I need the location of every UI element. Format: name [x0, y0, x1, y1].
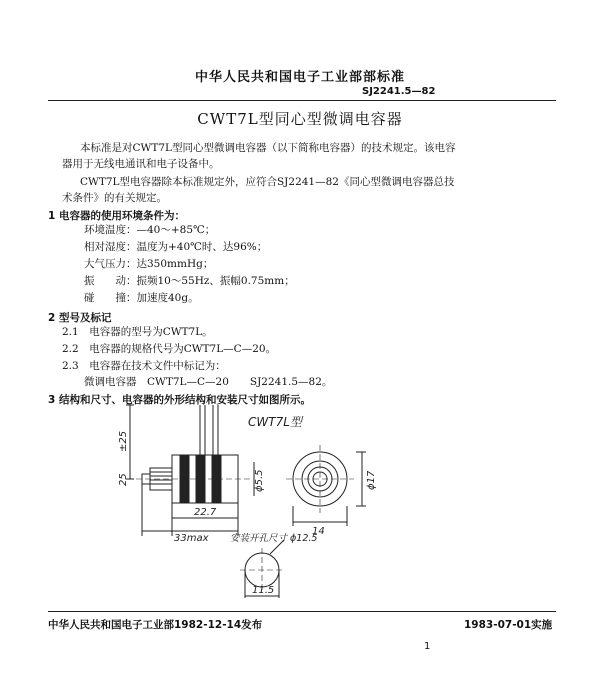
issued-date: 中华人民共和国电子工业部1982-12-14发布 — [48, 619, 263, 631]
standard-number: SJ2241.5—82 — [362, 86, 436, 97]
mount-label: 安装开孔尺寸 ϕ12.5 — [230, 533, 318, 544]
capacitor-drawing — [0, 400, 600, 600]
env-temperature: 环境温度：—40～+85℃； — [84, 224, 216, 236]
document-title: CWT7L型同心型微调电容器 — [197, 110, 403, 128]
mount-width: 11.5 — [252, 585, 275, 596]
dim-lead-tol: ±25 — [118, 430, 129, 452]
section-2-heading: 2 型号及标记 — [48, 312, 112, 324]
clause-2-2: 2.2 电容器的规格代号为CWT7L—C—20。 — [62, 343, 277, 355]
intro-line-3: CWT7L型电容器除本标准规定外，应符合SJ2241—82《同心型微调电容器总技 — [80, 176, 455, 188]
dim-total: 33max — [174, 533, 209, 544]
issuing-authority: 中华人民共和国电子工业部部标准 — [194, 70, 405, 85]
intro-line-2: 器用于无线电通讯和电子设备中。 — [62, 158, 220, 170]
intro-line-4: 术条件》的有关规定。 — [62, 192, 167, 204]
effective-date: 1983-07-01实施 — [464, 619, 553, 631]
marking-example: 微调电容器 CWT7L—C—20 SJ2241.5—82。 — [84, 376, 333, 388]
dim-shaft: ϕ5.5 — [254, 469, 265, 492]
page-number: 1 — [424, 641, 431, 652]
section-1-heading: 1 电容器的使用环境条件为： — [48, 210, 185, 222]
clause-2-1: 2.1 电容器的型号为CWT7L。 — [62, 326, 213, 338]
intro-line-1: 本标准是对CWT7L型同心型微调电容器（以下简称电容器）的技术规定。该电容 — [80, 142, 456, 154]
header-rule — [48, 100, 556, 101]
env-shock: 碰 撞：加速度40g。 — [84, 292, 199, 304]
env-humidity: 相对湿度：温度为+40℃时、达96%； — [84, 241, 268, 253]
model-label: CWT7L型 — [248, 415, 302, 429]
clause-2-3: 2.3 电容器在技术文件中标记为： — [62, 360, 226, 372]
section-3-heading: 3 结构和尺寸、电容器的外形结构和安装尺寸如图所示。 — [48, 394, 311, 406]
dim-lead: 25 — [118, 473, 129, 486]
dim-body: 22.7 — [194, 507, 217, 518]
env-pressure: 大气压力：达350mmHg； — [84, 258, 214, 270]
dim-dia: ϕ17 — [366, 470, 377, 490]
env-vibration: 振 动：振频10～55Hz、振幅0.75mm； — [84, 275, 295, 287]
dim-width: 14 — [312, 526, 325, 537]
footer-rule — [48, 611, 556, 612]
